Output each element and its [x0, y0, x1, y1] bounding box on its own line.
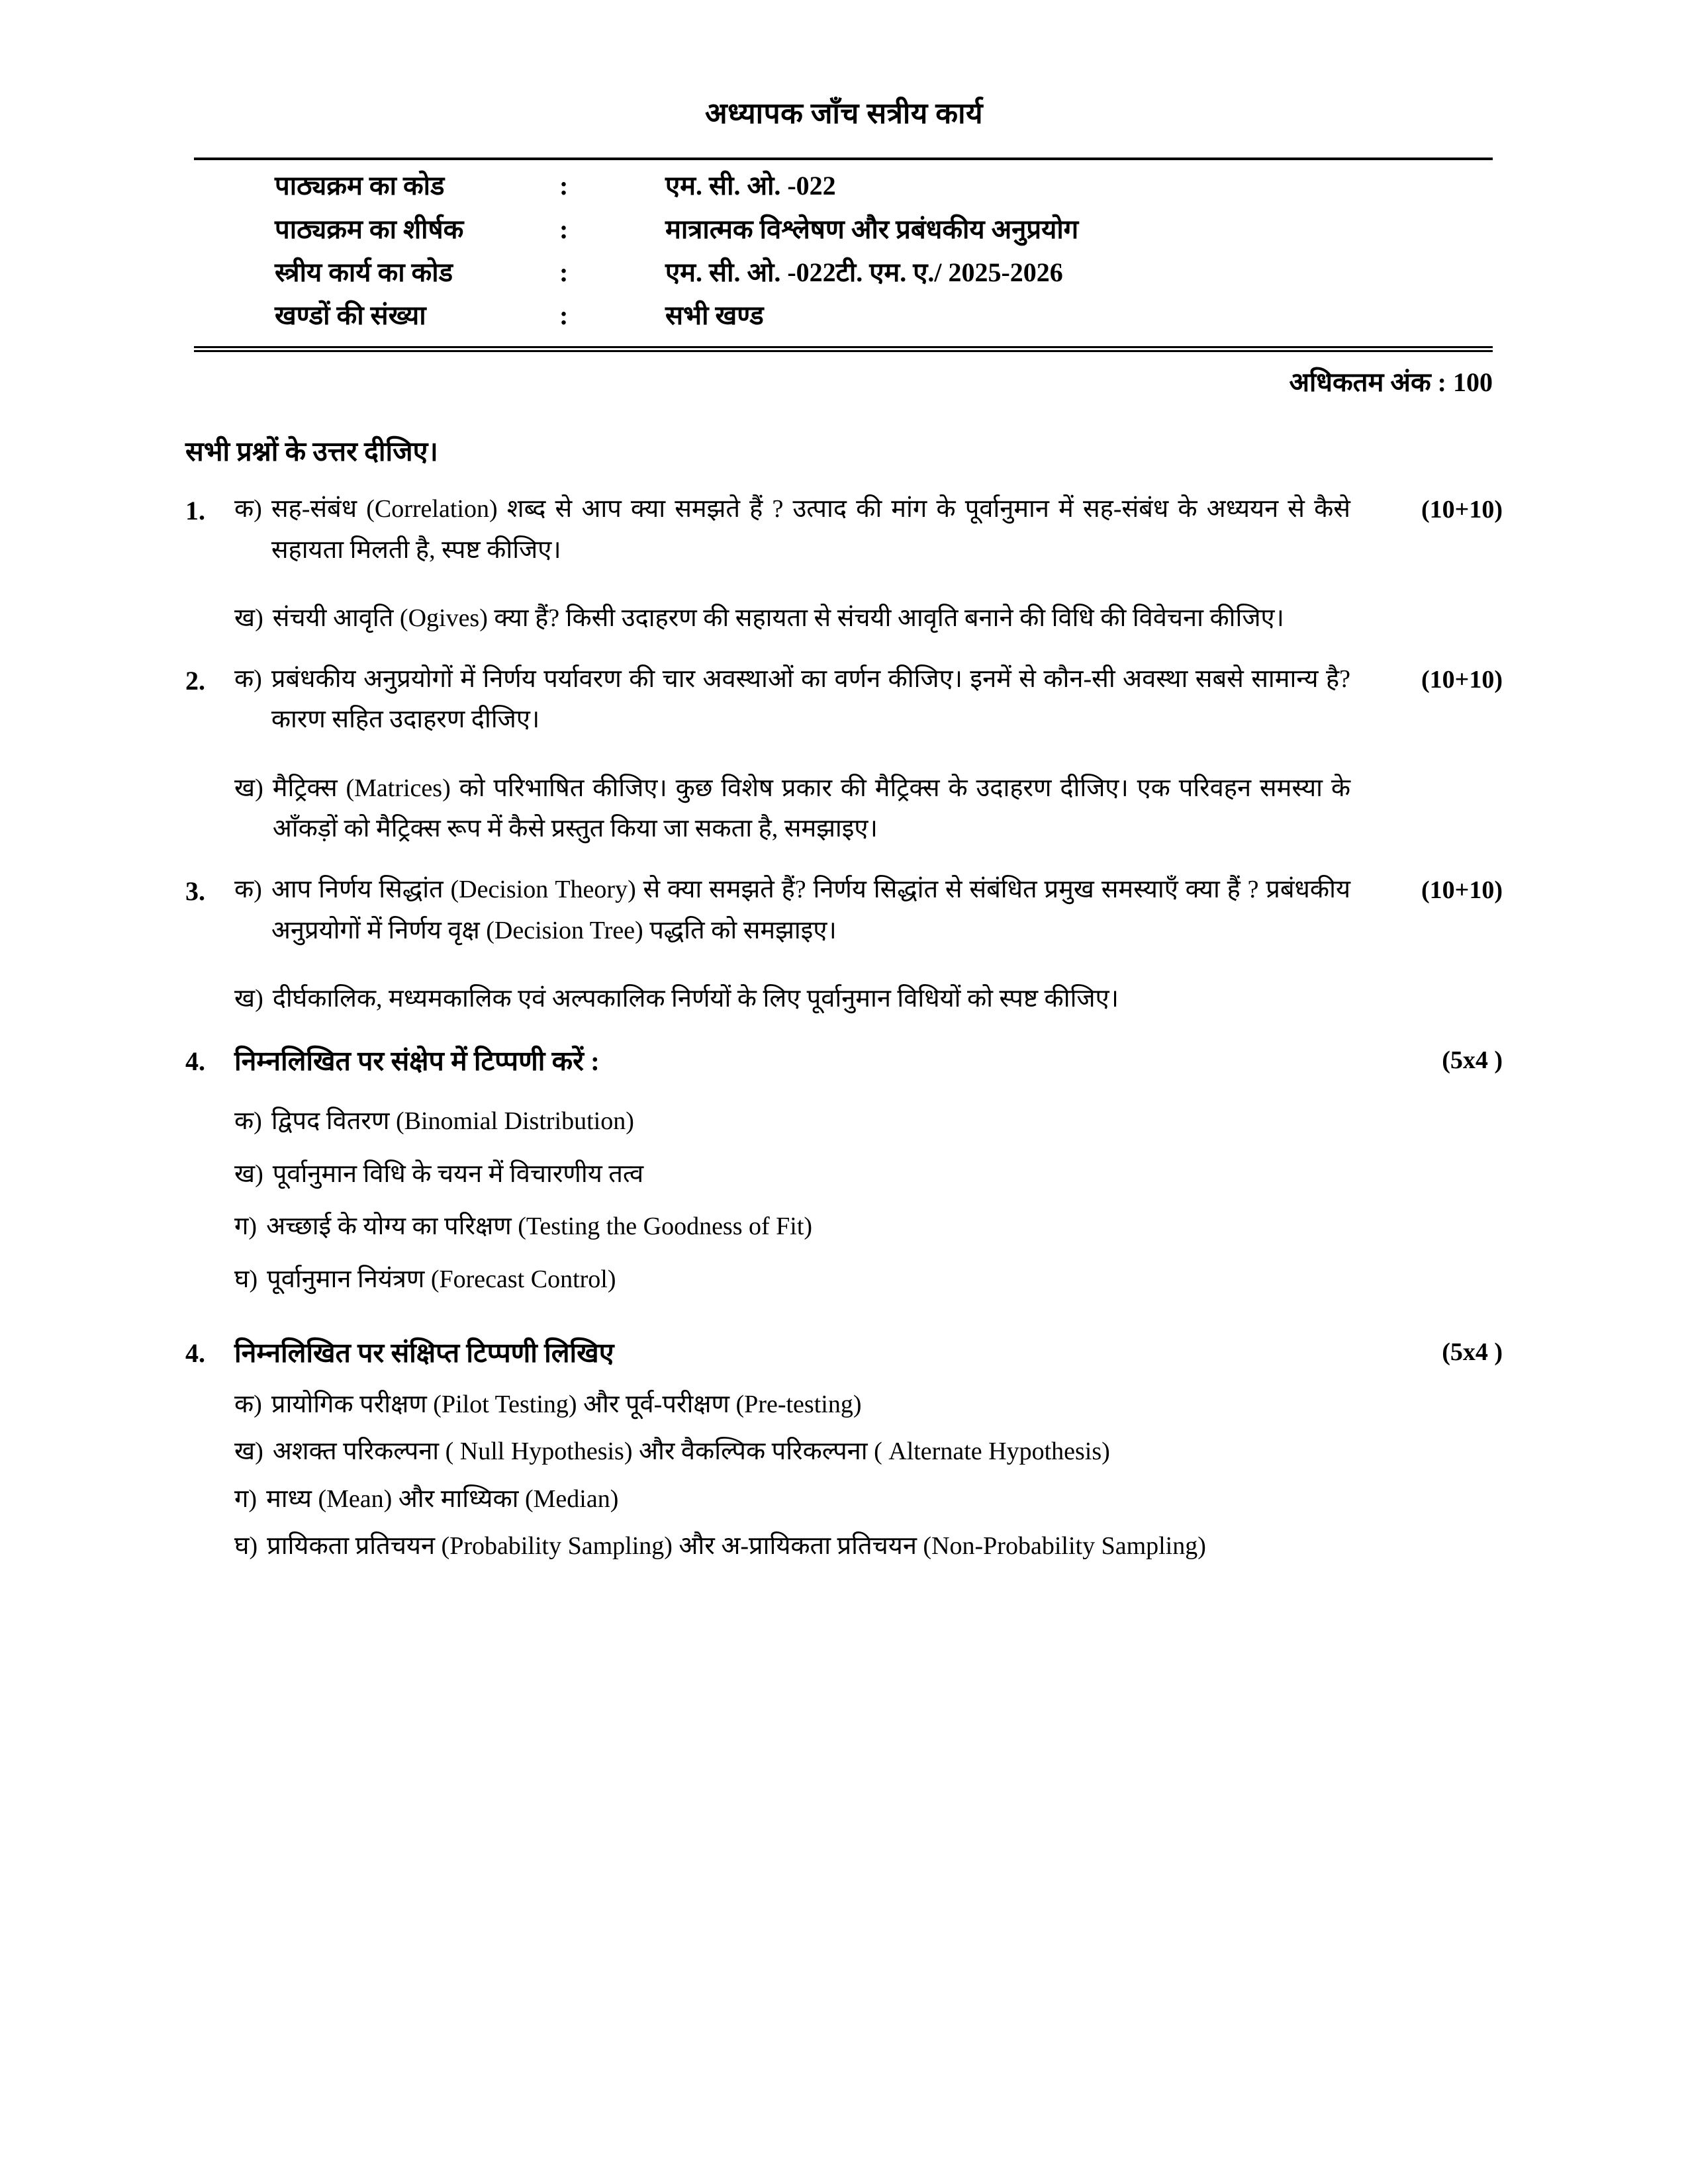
part-text: अच्छाई के योग्य का परिक्षण (Testing the Goodness of Fit): [266, 1212, 813, 1241]
table-row: [194, 251, 1493, 294]
spacer: [234, 588, 1350, 598]
question-part: [234, 1432, 1350, 1473]
question-part: [234, 659, 1350, 741]
question-part: [234, 1259, 1350, 1300]
question-number: 4.: [185, 1338, 205, 1369]
part-label: ख): [234, 1437, 263, 1466]
instruction-line: सभी प्रश्नों के उत्तर दीजिए।: [185, 436, 438, 467]
meta-colon: :: [559, 257, 569, 287]
part-text: प्रायोगिक परीक्षण (Pilot Testing) और पूर्व-परीक्षण (Pre-testing): [271, 1390, 862, 1418]
question-number: 4.: [185, 1046, 205, 1076]
meta-label: खण्डों की संख्या: [275, 300, 426, 330]
question-item: [185, 489, 1503, 639]
question-item: [185, 659, 1503, 850]
question-body: [234, 1040, 1350, 1312]
question-marks: (10+10): [1421, 496, 1503, 524]
meta-label: पाठ्यक्रम का शीर्षक: [275, 214, 464, 244]
part-label: ख): [234, 1160, 263, 1188]
question-marks: (5x4 ): [1442, 1338, 1503, 1367]
question-body: [234, 870, 1350, 1020]
question-marks: (10+10): [1421, 665, 1503, 694]
meta-label: स्त्रीय कार्य का कोड: [275, 257, 453, 287]
table-row: [194, 294, 1493, 337]
question-part: [234, 870, 1350, 951]
question-part: [234, 1526, 1350, 1567]
spacer: [234, 1081, 1350, 1101]
part-text: पूर्वानुमान नियंत्रण (Forecast Control): [267, 1265, 616, 1293]
part-label: ख): [234, 985, 263, 1013]
question-item: [185, 1040, 1503, 1312]
question-marks: (5x4 ): [1442, 1046, 1503, 1074]
part-text: माध्य (Mean) और माध्यिका (Median): [266, 1484, 619, 1513]
meta-value: एम. सी. ओ. -022: [665, 171, 836, 201]
question-part: [234, 979, 1350, 1020]
part-text: द्विपद वितरण (Binomial Distribution): [271, 1107, 634, 1136]
question-body: [234, 1332, 1350, 1574]
course-meta-block: [194, 158, 1493, 352]
meta-divider: [194, 346, 1493, 352]
part-text: प्रायिकता प्रतिचयन (Probability Sampling) और अ-प्रायिकता प्रतिचयन (Non-Probability Sampling): [267, 1532, 1206, 1561]
question-part: [234, 598, 1350, 639]
meta-value: मात्रात्मक विश्लेषण और प्रबंधकीय अनुप्रयोग: [665, 214, 1079, 244]
part-label: क): [234, 664, 262, 693]
part-text: दीर्घकालिक, मध्यमकालिक एवं अल्पकालिक निर्णयों के लिए पूर्वानुमान विधियों को स्पष्ट कीजिए।: [272, 985, 1119, 1013]
table-row: [194, 164, 1493, 207]
part-label: ख): [234, 604, 263, 633]
meta-colon: :: [559, 214, 569, 244]
part-text: पूर्वानुमान विधि के चयन में विचारणीय तत्व: [272, 1160, 644, 1188]
question-item: [185, 870, 1503, 1020]
part-label: घ): [234, 1265, 258, 1293]
max-marks: अधिकतम अंक : 100: [1289, 367, 1493, 398]
question-heading: निम्नलिखित पर संक्षेप में टिप्पणी करें :: [234, 1045, 600, 1076]
part-label: घ): [234, 1532, 258, 1561]
part-text: प्रबंधकीय अनुप्रयोगों में निर्णय पर्यावरण की चार अवस्थाओं का वर्णन कीजिए। इनमें से कौन-सी अवस्था सबसे सामान्य है? कारण सहित उदाहरण दीजिए।: [271, 664, 1350, 734]
course-meta-table: [194, 164, 1493, 337]
table-row: [194, 208, 1493, 251]
question-number: 1.: [185, 496, 205, 526]
question-part: [234, 489, 1350, 570]
part-label: क): [234, 1107, 262, 1136]
meta-colon: :: [559, 300, 569, 330]
question-part: [234, 1479, 1350, 1520]
question-part: [234, 1154, 1350, 1195]
question-part: [234, 1101, 1350, 1142]
part-text: आप निर्णय सिद्धांत (Decision Theory) से क्या समझते हैं? निर्णय सिद्धांत से संबंधित प्रमुख समस्याएँ क्या हैं ? प्रबंधकीय अनुप्रयोगों में निर्णय वृक्ष (Decision Tree) पद्धति को समझाइए।: [271, 875, 1350, 944]
part-text: मैट्रिक्स (Matrices) को परिभाषित कीजिए। कुछ विशेष प्रकार की मैट्रिक्स के उदाहरण दीजिए। एक परिवहन समस्या के आँकड़ों को मैट्रिक्स रूप में कैसे प्रस्तुत किया जा सकता है, समझाइए।: [272, 774, 1350, 843]
question-number: 3.: [185, 876, 205, 906]
part-text: अशक्त परिकल्पना ( Null Hypothesis) और वैकल्पिक परिकल्पना ( Alternate Hypothesis): [272, 1437, 1110, 1466]
question-item: [185, 1332, 1503, 1574]
part-label: ग): [234, 1484, 258, 1513]
question-body: [234, 489, 1350, 639]
spacer: [234, 1374, 1350, 1385]
page-title: अध्यापक जाँच सत्रीय कार्य: [705, 97, 983, 130]
question-number: 2.: [185, 665, 205, 696]
spacer: [234, 758, 1350, 768]
question-part: [234, 1206, 1350, 1248]
spacer: [234, 968, 1350, 979]
part-label: क): [234, 1390, 262, 1418]
part-text: संचयी आवृति (Ogives) क्या हैं? किसी उदाहरण की सहायता से संचयी आवृति बनाने की विधि की विवेचना कीजिए।: [272, 604, 1284, 633]
meta-colon: :: [559, 171, 569, 201]
meta-value: एम. सी. ओ. -022टी. एम. ए./ 2025-2026: [665, 257, 1063, 287]
part-text: सह-संबंध (Correlation) शब्द से आप क्या समझते हैं ? उत्पाद की मांग के पूर्वानुमान में सह-संबंध के अध्ययन से कैसे सहायता मिलती है, स्पष्ट कीजिए।: [271, 495, 1350, 564]
meta-label: पाठ्यक्रम का कोड: [275, 171, 445, 201]
question-heading: निम्नलिखित पर संक्षिप्त टिप्पणी लिखिए: [234, 1338, 614, 1369]
question-list: [185, 489, 1503, 1574]
question-part: [234, 768, 1350, 850]
part-label: ग): [234, 1212, 258, 1241]
part-label: क): [234, 495, 262, 523]
part-label: ख): [234, 774, 263, 802]
question-part: [234, 1385, 1350, 1426]
question-body: [234, 659, 1350, 850]
meta-value: सभी खण्ड: [665, 300, 764, 330]
question-marks: (10+10): [1421, 876, 1503, 904]
course-meta-rows: [194, 164, 1493, 337]
part-label: क): [234, 875, 262, 903]
